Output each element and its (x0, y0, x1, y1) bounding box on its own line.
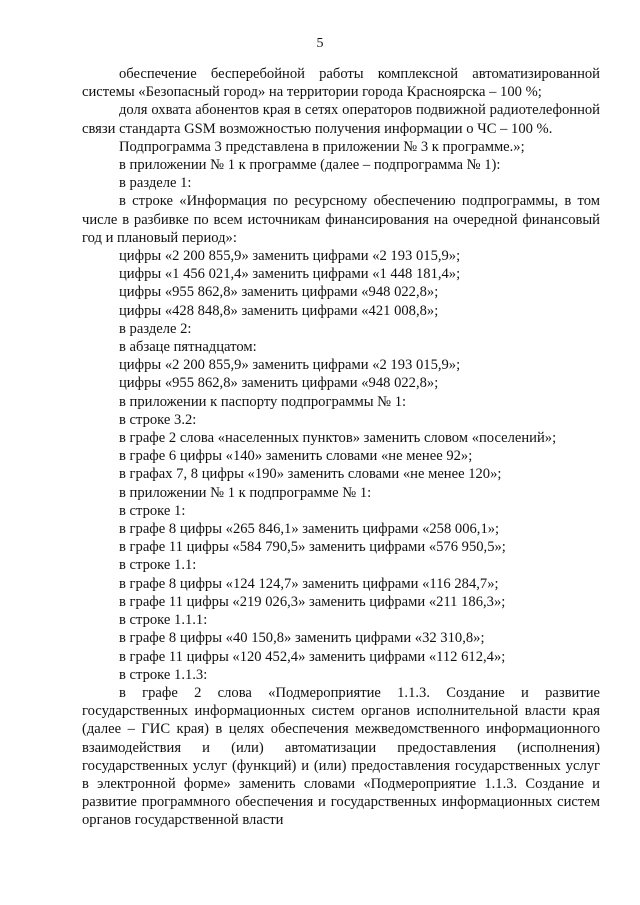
paragraph: в разделе 2: (119, 320, 192, 337)
paragraph: в строке 1.1: (119, 557, 197, 574)
paragraph: в абзаце пятнадцатом: (119, 339, 257, 356)
paragraph: в строке 3.2: (119, 411, 197, 428)
paragraph: цифры «955 862,8» заменить цифрами «948 022,8»; (119, 375, 439, 392)
paragraph: Подпрограмма 3 представлена в приложении № 3 к программе.»; (119, 138, 525, 155)
paragraph: в графе 6 цифры «140» заменить словами «не менее 92»; (119, 448, 473, 465)
paragraph: цифры «2 200 855,9» заменить цифрами «2 193 015,9»; (119, 248, 461, 265)
paragraph: в строке «Информация по ресурсному обеспечению подпрограммы, в том числе в разбивке по всем источникам финансирования на очередной финансовый год и плановый период»: (82, 193, 600, 246)
paragraph: в графе 8 цифры «124 124,7» заменить цифрами «116 284,7»; (119, 575, 499, 592)
paragraph: в графе 11 цифры «219 026,3» заменить цифрами «211 186,3»; (119, 593, 506, 610)
paragraph: доля охвата абонентов края в сетях операторов подвижной радиотелефонной связи стандарта GSM возможностью получения информации о ЧС – 100 %. (82, 102, 600, 137)
paragraph: в графе 11 цифры «584 790,5» заменить цифрами «576 950,5»; (119, 539, 506, 556)
paragraph: в графе 8 цифры «40 150,8» заменить цифрами «32 310,8»; (119, 630, 485, 647)
paragraph: в графе 8 цифры «265 846,1» заменить цифрами «258 006,1»; (119, 521, 500, 538)
paragraph: в разделе 1: (119, 175, 192, 192)
paragraph: в приложении к паспорту подпрограммы № 1: (119, 393, 407, 410)
paragraph: в графе 2 слова «населенных пунктов» заменить словом «поселений»; (119, 430, 557, 447)
paragraph: в строке 1: (119, 502, 186, 519)
paragraph: цифры «2 200 855,9» заменить цифрами «2 193 015,9»; (119, 357, 461, 374)
paragraph: в графах 7, 8 цифры «190» заменить словами «не менее 120»; (119, 466, 502, 483)
paragraph: в приложении № 1 к программе (далее – подпрограмма № 1): (119, 157, 501, 174)
paragraph: в приложении № 1 к подпрограмме № 1: (119, 484, 372, 501)
paragraph: в строке 1.1.3: (119, 666, 208, 683)
paragraph: цифры «1 456 021,4» заменить цифрами «1 448 181,4»; (119, 266, 461, 283)
paragraph: в графе 11 цифры «120 452,4» заменить цифрами «112 612,4»; (119, 648, 506, 665)
document-body (82, 65, 600, 830)
page-number: 5 (316, 36, 324, 51)
paragraph: цифры «428 848,8» заменить цифрами «421 008,8»; (119, 302, 439, 319)
paragraph: цифры «955 862,8» заменить цифрами «948 022,8»; (119, 284, 439, 301)
paragraph: в строке 1.1.1: (119, 612, 208, 629)
paragraph: обеспечение бесперебойной работы комплексной автоматизированной системы «Безопасный город» на территории города Красноярска – 100 %; (82, 66, 600, 101)
paragraph: в графе 2 слова «Подмероприятие 1.1.3. Создание и развитие государственных информационных систем органов исполнительной власти края (далее – ГИС края) в целях обеспечения межведомственного информационного взаимодействия и (или) автоматизации предоставления (исполнения) государственных услуг (функций) и (или) предоставления государственных услуг в электронной форме» заменить словами «Подмероприятие 1.1.3. Создание и развитие программного обеспечения и государственных информационных систем органов государственной власти (82, 684, 600, 829)
